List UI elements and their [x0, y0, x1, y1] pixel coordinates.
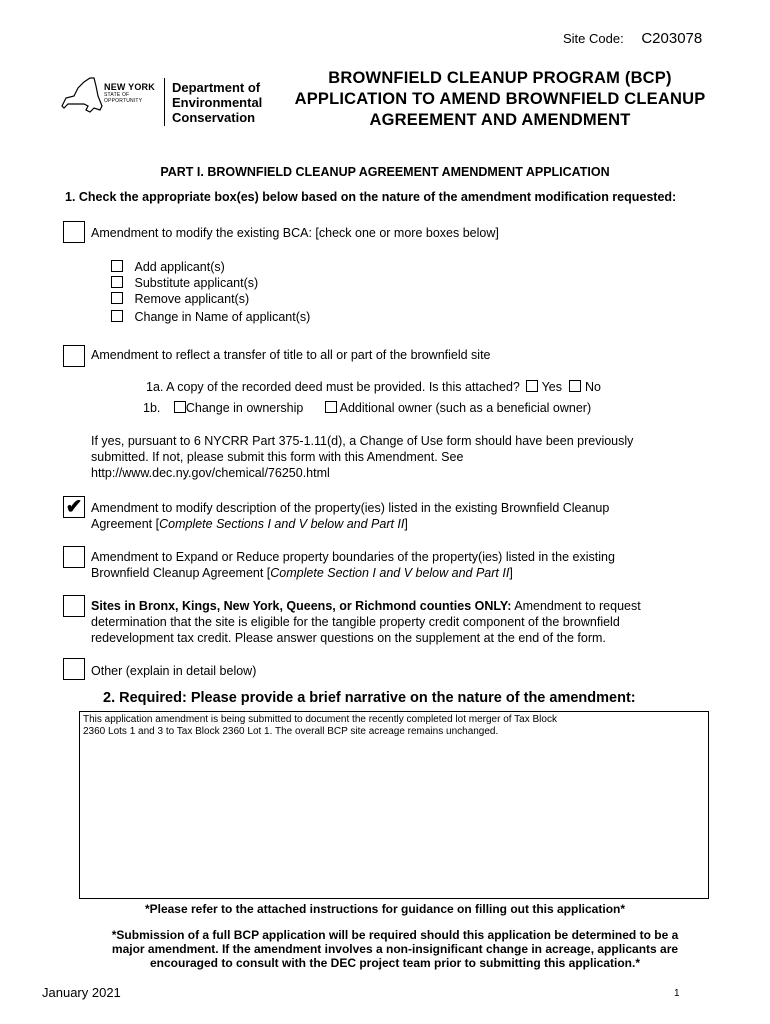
ny-state-wordmark: NEW YORK STATE OF OPPORTUNITY — [104, 82, 155, 104]
additional-owner-checkbox[interactable] — [325, 401, 337, 413]
transfer-title-label: Amendment to reflect a transfer of title to all or part of the brownfield site — [91, 348, 491, 362]
boundaries-checkbox[interactable] — [63, 546, 85, 568]
narrative-text: This application amendment is being submitted to document the recently completed lot merger of Tax Block 2360 Lots 1 and 3 to Tax Block 2360 Lot 1. The overall BCP site acreage remains unchanged. — [83, 714, 557, 737]
sub-option-add-applicant: Add applicant(s) — [111, 259, 225, 275]
department-name: Department of Environmental Conservation — [172, 80, 263, 125]
new-york-state-map-icon — [60, 76, 104, 116]
document-title: BROWNFIELD CLEANUP PROGRAM (BCP) APPLICATION TO AMEND BROWNFIELD CLEANUP AGREEMENT AND AMENDMENT — [294, 69, 706, 129]
other-checkbox[interactable] — [63, 658, 85, 680]
submission-notice: *Submission of a full BCP application will be required should this application be determined to be a major amendment. If the amendment involves a non-insignificant change in acreage, applicants are encouraged to consult with the DEC project team prior to submitting this application.* — [111, 928, 679, 970]
page-number: 1 — [674, 988, 680, 999]
deed-no-label: No — [584, 380, 601, 394]
site-code-value: C203078 — [641, 30, 703, 47]
modify-description-checkbox[interactable] — [63, 496, 85, 518]
checkmark-icon: ✔ — [65, 496, 83, 518]
change-of-use-link[interactable]: http://www.dec.ny.gov/chemical/76250.html — [91, 466, 330, 480]
question-two: 2. Required: Please provide a brief narrative on the nature of the amendment: — [103, 690, 636, 706]
change-name-checkbox[interactable] — [111, 310, 123, 322]
site-code — [563, 30, 702, 47]
other-label: Other (explain in detail below) — [91, 664, 257, 678]
narrative-textarea[interactable] — [79, 711, 709, 899]
counties-label: Sites in Bronx, Kings, New York, Queens, or Richmond counties ONLY: Amendment to request determination that the site is eligible for the tangible property credit component of the brownfield redevelopment tax credit. Please answer questions on the supplement at the end of the form. — [91, 599, 641, 645]
modify-bca-checkbox[interactable] — [63, 221, 85, 243]
sub-option-substitute-applicant: Substitute applicant(s) — [111, 275, 258, 291]
additional-owner-label: Additional owner (such as a beneficial owner) — [339, 401, 592, 415]
deed-no-checkbox[interactable] — [569, 380, 581, 392]
instructions-note: *Please refer to the attached instructions for guidance on filling out this application* — [144, 902, 626, 916]
footer-date: January 2021 — [42, 985, 121, 1000]
modify-description-label: Amendment to modify description of the property(ies) listed in the existing Brownfield Cleanup Agreement [Complete Sections I and V below and Part II] — [91, 501, 610, 531]
remove-applicant-checkbox[interactable] — [111, 292, 123, 304]
question-1a: 1a. A copy of the recorded deed must be provided. Is this attached? Yes No — [146, 380, 601, 394]
substitute-applicant-checkbox[interactable] — [111, 276, 123, 288]
nysdec-logo — [60, 72, 275, 132]
deed-yes-label: Yes — [541, 380, 562, 394]
site-code-label: Site Code: — [563, 31, 624, 46]
change-ownership-checkbox[interactable] — [174, 401, 186, 413]
question-1b: 1b. Change in ownership Additional owner (such as a beneficial owner) — [143, 401, 592, 415]
transfer-title-checkbox[interactable] — [63, 345, 85, 367]
question-one: 1. Check the appropriate box(es) below based on the nature of the amendment modification requested: — [65, 190, 677, 204]
change-ownership-label: Change in ownership — [185, 401, 304, 415]
boundaries-label: Amendment to Expand or Reduce property boundaries of the property(ies) listed in the existing Brownfield Cleanup Agreement [Complete Section I and V below and Part II] — [91, 550, 615, 580]
logo-divider — [164, 78, 165, 126]
part-one-heading: PART I. BROWNFIELD CLEANUP AGREEMENT AMENDMENT APPLICATION — [160, 165, 610, 179]
sub-option-remove-applicant: Remove applicant(s) — [111, 291, 249, 307]
modify-bca-label: Amendment to modify the existing BCA: [check one or more boxes below] — [91, 226, 499, 240]
counties-checkbox[interactable] — [63, 595, 85, 617]
add-applicant-checkbox[interactable] — [111, 260, 123, 272]
change-of-use-note: If yes, pursuant to 6 NYCRR Part 375-1.11(d), a Change of Use form should have been previously submitted. If not, please submit this form with this Amendment. See http://www.dec.ny.gov/chemical/76250.html — [91, 434, 634, 480]
deed-yes-checkbox[interactable] — [526, 380, 538, 392]
sub-option-change-name: Change in Name of applicant(s) — [111, 309, 310, 325]
